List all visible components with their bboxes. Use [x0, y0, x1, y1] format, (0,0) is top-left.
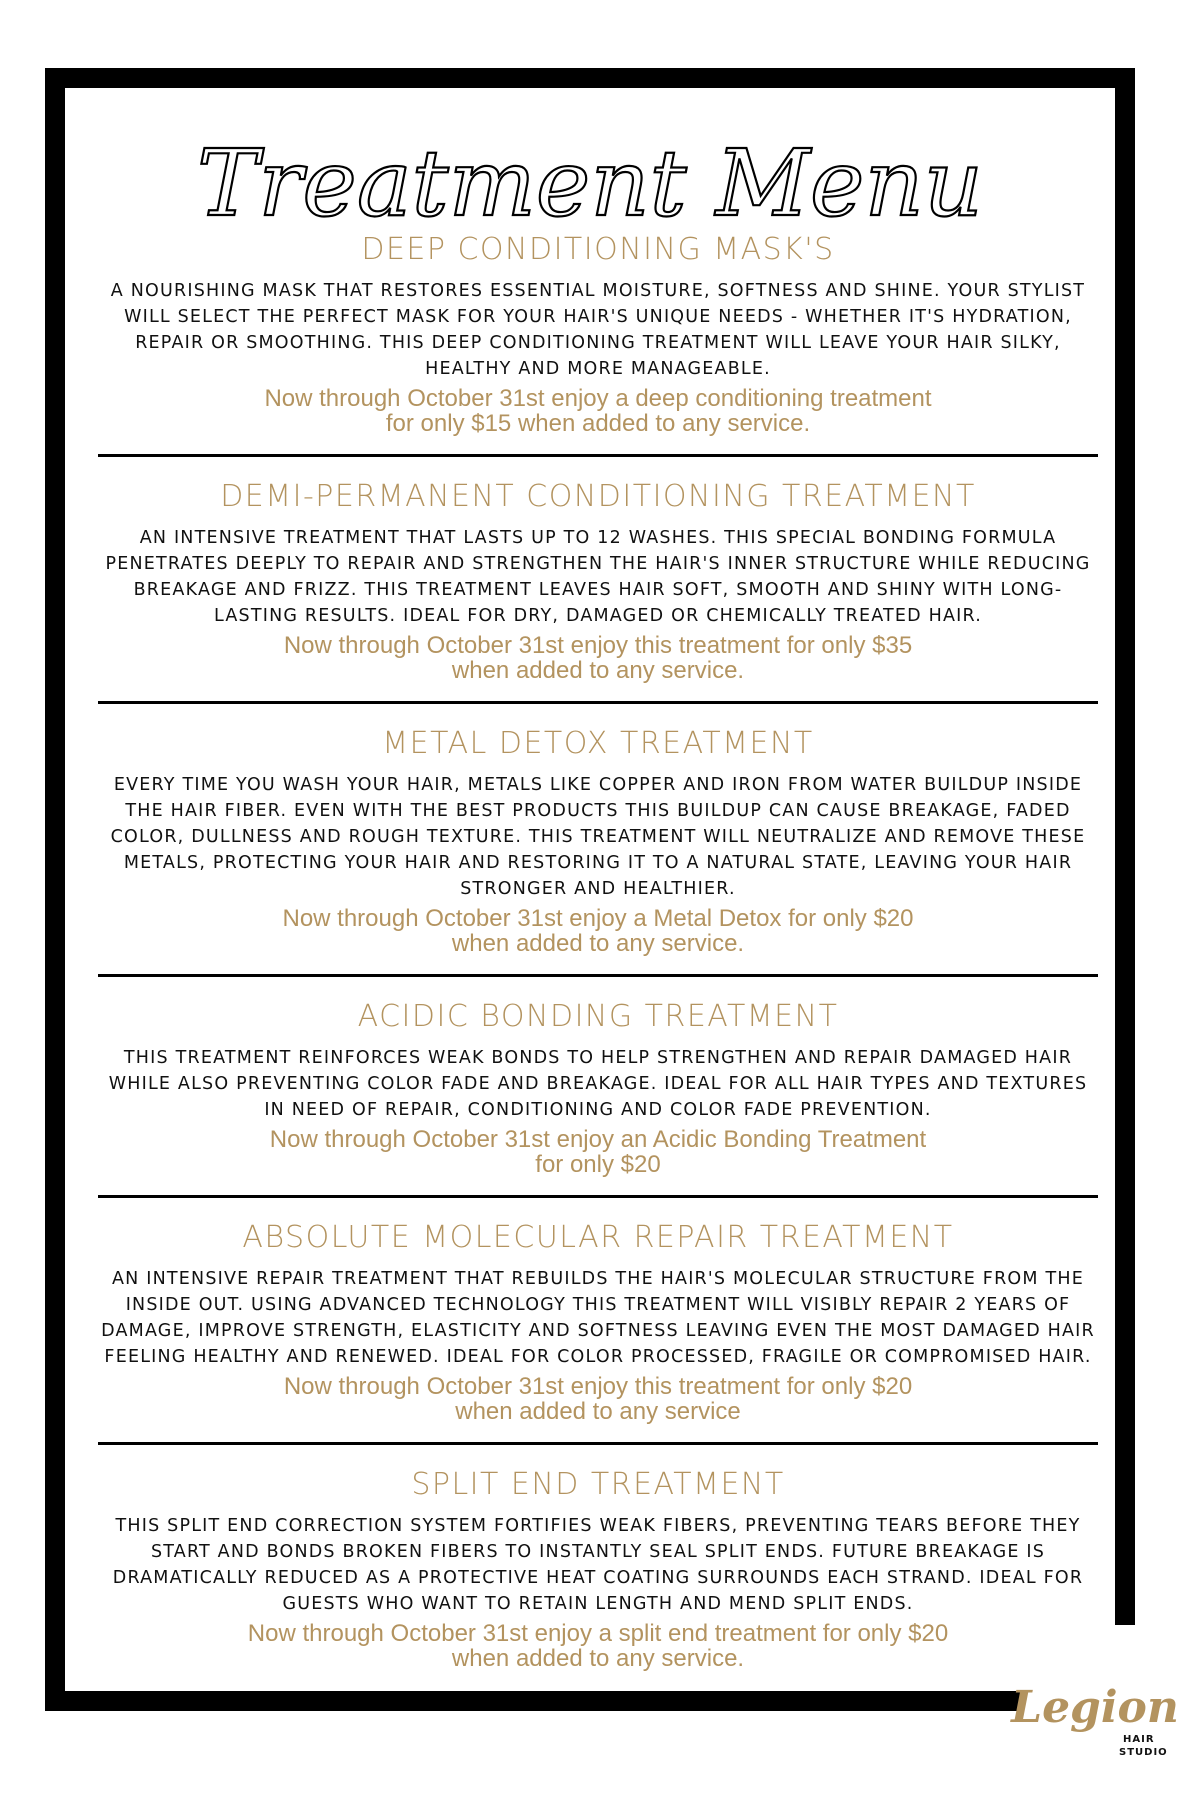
treatment-list [98, 230, 1098, 1709]
treatment-offer: Now through October 31st enjoy a deep conditioning treatment for only $15 when added to any service. [264, 385, 932, 437]
logo-line-hair: HAIR [1123, 1734, 1155, 1745]
treatment-heading: ABSOLUTE MOLECULAR REPAIR TREATMENT [242, 1220, 954, 1255]
treatment-description: AN INTENSIVE REPAIR TREATMENT THAT REBUILDS THE HAIR'S MOLECULAR STRUCTURE FROM THE INSIDE OUT. USING ADVANCED TECHNOLOGY THIS TREATMENT WILL VISIBLY REPAIR 2 YEARS OF DAMAGE, IMPROVE STRENGTH, ELASTICITY AND SOFTNESS LEAVING EVEN THE MOST DAMAGED HAIR FEELING HEALTHY AND RENEWED. IDEAL FOR COLOR PROCESSED, FRAGILE OR COMPROMISED HAIR. [101, 1269, 1095, 1367]
treatment-heading: DEEP CONDITIONING MASK'S [361, 232, 835, 267]
treatment-molecular-repair [98, 1218, 1098, 1445]
logo-script: Legion [1011, 1682, 1179, 1733]
treatment-heading: DEMI-PERMANENT CONDITIONING TREATMENT [220, 479, 976, 514]
treatment-heading: METAL DETOX TREATMENT [382, 726, 814, 761]
treatment-heading: ACIDIC BONDING TREATMENT [357, 999, 839, 1034]
treatment-deep-conditioning [98, 230, 1098, 457]
treatment-split-end [98, 1465, 1098, 1689]
treatment-offer: Now through October 31st enjoy a split end treatment for only $20 when added to any service. [247, 1620, 949, 1672]
page-title-text: Treatment Menu [197, 130, 983, 237]
treatment-offer: Now through October 31st enjoy a Metal Detox for only $20 when added to any service. [282, 905, 914, 957]
treatment-description: THIS SPLIT END CORRECTION SYSTEM FORTIFIES WEAK FIBERS, PREVENTING TEARS BEFORE THEY START AND BONDS BROKEN FIBERS TO INSTANTLY SEAL SPLIT ENDS. FUTURE BREAKAGE IS DRAMATICALLY REDUCED AS A PROTECTIVE HEAT COATING SURROUNDS EACH STRAND. IDEAL FOR GUESTS WHO WANT TO RETAIN LENGTH AND MEND SPLIT ENDS. [112, 1516, 1084, 1614]
salon-logo [1011, 1660, 1179, 1770]
treatment-metal-detox [98, 724, 1098, 977]
treatment-offer: Now through October 31st enjoy an Acidic Bonding Treatment for only $20 [269, 1126, 927, 1178]
treatment-offer: Now through October 31st enjoy this treatment for only $35 when added to any service. [283, 632, 913, 684]
treatment-demi-permanent [98, 477, 1098, 704]
treatment-description: AN INTENSIVE TREATMENT THAT LASTS UP TO 12 WASHES. THIS SPECIAL BONDING FORMULA PENETRATES DEEPLY TO REPAIR AND STRENGTHEN THE HAIR'S INNER STRUCTURE WHILE REDUCING BREAKAGE AND FRIZZ. THIS TREATMENT LEAVES HAIR SOFT, SMOOTH AND SHINY WITH LONG-LASTING RESULTS. IDEAL FOR DRY, DAMAGED OR CHEMICALLY TREATED HAIR. [105, 528, 1091, 626]
treatment-description: THIS TREATMENT REINFORCES WEAK BONDS TO HELP STRENGTHEN AND REPAIR DAMAGED HAIR WHILE ALSO PREVENTING COLOR FADE AND BREAKAGE. IDEAL FOR ALL HAIR TYPES AND TEXTURES IN NEED OF REPAIR, CONDITIONING AND COLOR FADE PREVENTION. [108, 1048, 1088, 1120]
treatment-offer: Now through October 31st enjoy this treatment for only $20 when added to any service [283, 1373, 913, 1425]
treatment-heading: SPLIT END TREATMENT [411, 1467, 785, 1502]
logo-line-studio: STUDIO [1119, 1747, 1168, 1758]
treatment-acidic-bonding [98, 997, 1098, 1198]
treatment-description: EVERY TIME YOU WASH YOUR HAIR, METALS LIKE COPPER AND IRON FROM WATER BUILDUP INSIDE THE HAIR FIBER. EVEN WITH THE BEST PRODUCTS THIS BUILDUP CAN CAUSE BREAKAGE, FADED COLOR, DULLNESS AND ROUGH TEXTURE. THIS TREATMENT WILL NEUTRALIZE AND REMOVE THESE METALS, PROTECTING YOUR HAIR AND RESTORING IT TO A NATURAL STATE, LEAVING YOUR HAIR STRONGER AND HEALTHIER. [110, 775, 1086, 899]
treatment-description: A NOURISHING MASK THAT RESTORES ESSENTIAL MOISTURE, SOFTNESS AND SHINE. YOUR STYLIST WILL SELECT THE PERFECT MASK FOR YOUR HAIR'S UNIQUE NEEDS - WHETHER IT'S HYDRATION, REPAIR OR SMOOTHING. THIS DEEP CONDITIONING TREATMENT WILL LEAVE YOUR HAIR SILKY, HEALTHY AND MORE MANAGEABLE. [110, 281, 1086, 379]
